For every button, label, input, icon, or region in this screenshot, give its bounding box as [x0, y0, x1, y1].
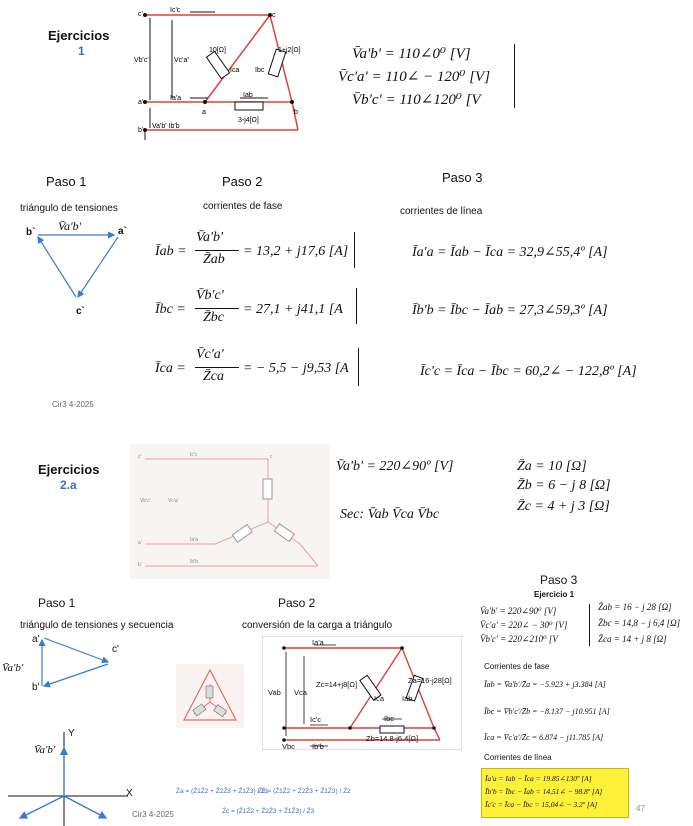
svg-text:c: c	[272, 12, 276, 19]
s2-step2-subtitle: conversión de la carga a triángulo	[242, 620, 393, 631]
tri1-vec: V̄a'b'	[58, 219, 82, 233]
formula-za: Z̄a = (Z̄1Z̄2 + Z̄2Z̄3 + Z̄1Z̄3) / Z̄1	[176, 788, 269, 795]
svg-text:Iab: Iab	[243, 92, 253, 99]
s3-v-ca: V̄c'a' = 220∠ − 30⁰ [V]	[480, 620, 568, 630]
c3-za: Za=16-j28[Ω]	[408, 676, 452, 685]
slide2-number: 2.a	[60, 478, 77, 492]
svg-text:Ic'c: Ic'c	[170, 7, 181, 14]
s1-step1-subtitle: triángulo de tensiones	[20, 203, 118, 214]
phasor-axes	[8, 728, 138, 826]
c3-vca: Vca	[294, 688, 307, 697]
tri2-a: a'	[32, 634, 40, 645]
c3-vbc: Vbc	[282, 742, 295, 751]
svg-text:c': c'	[138, 11, 143, 18]
brace-iab	[352, 232, 355, 268]
s2-voltage: V̄a'b' = 220∠90º [V]	[336, 459, 454, 474]
c3-iaa: Ia'a	[312, 638, 324, 647]
imp-b: Z̄b = 6 − j 8 [Ω]	[517, 478, 611, 493]
tri1-a: a`	[118, 226, 127, 237]
tri2-c: c'	[112, 644, 119, 655]
svg-text:Vb'c': Vb'c'	[140, 498, 151, 504]
svg-text:Ibc: Ibc	[255, 67, 265, 74]
axis-y: Y	[68, 728, 75, 739]
eq-icc: Īc'c = Īca − Ībc = 60,2∠ − 122,8º [A]	[420, 364, 637, 379]
s3-brace	[588, 604, 590, 646]
formula-zb: Z̄b = (Z̄1Z̄2 + Z̄2Z̄3 + Z̄1Z̄3) / Z̄2	[258, 788, 351, 795]
s3-z-ca: Z̄ca = 14 + j 8 [Ω]	[598, 634, 667, 644]
svg-text:Ib'b: Ib'b	[190, 559, 198, 565]
c3-iab: Iab	[402, 694, 413, 703]
s1-step3-title: Paso 3	[442, 170, 483, 185]
brace-ibc	[354, 288, 357, 324]
eq-iaa: Īa'a = Īab − Īca = 32,9∠55,4º [A]	[412, 245, 608, 260]
c3-zc: Zc=14+j8[Ω]	[316, 680, 358, 689]
s2-step2-title: Paso 2	[278, 596, 316, 610]
svg-text:c: c	[270, 454, 273, 460]
s1-step2-title: Paso 2	[222, 174, 263, 189]
tri2-vec: V̄a'b'	[2, 662, 24, 674]
tri2-b: b'	[32, 682, 40, 693]
tri1-b: b`	[26, 227, 36, 238]
svg-text:b': b'	[138, 562, 142, 568]
eq-iab: Īab = V̄a'b' Z̄ab = 13,2 + j17,6 [A]	[155, 230, 349, 267]
axis-vec: V̄a'b'	[34, 744, 56, 756]
s1-step3-subtitle: corrientes de línea	[400, 206, 483, 217]
voltage-brace	[512, 44, 515, 108]
slide2-title: Ejercicios	[38, 462, 100, 477]
svg-text:a': a'	[138, 540, 142, 546]
eq-ica: Īca = V̄c'a' Z̄ca = − 5,5 − j9,53 [A	[155, 347, 349, 384]
svg-text:10[Ω]: 10[Ω]	[209, 47, 226, 54]
c3-ica: Ica	[374, 694, 385, 703]
formula-zc: Z̄c = (Z̄1Z̄2 + Z̄2Z̄3 + Z̄1Z̄3) / Z̄3	[222, 808, 315, 815]
page-number: 47	[636, 804, 645, 813]
phase-iab: Īab = V̄a'b'/Z̄a = −5.923 + j3.384 [A]	[484, 680, 606, 689]
svg-text:b: b	[294, 109, 298, 116]
axis-x: X	[126, 788, 133, 799]
c3-icc: Ic'c	[310, 715, 322, 724]
svg-text:Ica: Ica	[230, 67, 240, 74]
voltage-triangle-1	[20, 215, 150, 315]
imp-c: Z̄c = 4 + j 3 [Ω]	[517, 499, 610, 514]
s1-step1-title: Paso 1	[46, 174, 87, 189]
c3-zb: Zb=14.8-j6.4[Ω]	[366, 734, 419, 743]
voltage-ab: V̄a'b' = 110∠0⁰ [V]	[352, 46, 471, 62]
imp-a: Z̄a = 10 [Ω]	[517, 459, 587, 474]
footer-2: Cir3 4-2025	[132, 810, 174, 819]
circuit-3-diagram	[262, 636, 462, 750]
brace-ica	[356, 348, 359, 386]
line-currents-box	[481, 768, 629, 818]
svg-text:b': b'	[138, 127, 144, 134]
s3-z-ab: Z̄ab = 16 − j 28 [Ω]	[598, 602, 672, 612]
c3-vab: Vab	[268, 688, 281, 697]
circuit-1-diagram	[120, 0, 320, 150]
eq-ibc: Ībc = V̄b'c' Z̄bc = 27,1 + j41,1 [A	[155, 288, 343, 325]
s2-step1-title: Paso 1	[38, 596, 76, 610]
svg-text:a': a'	[138, 99, 144, 106]
svg-text:3-j4[Ω]: 3-j4[Ω]	[238, 117, 259, 124]
svg-text:Ia'a: Ia'a	[170, 95, 182, 102]
s2-step3-title: Paso 3	[540, 573, 578, 587]
footer-1: Cir3 4-2025	[52, 400, 94, 409]
svg-text:a: a	[202, 109, 206, 116]
phase-ica: Īca = V̄c'a'/Z̄c = 6.874 − j11.785 [A]	[484, 733, 604, 742]
circuit-2-diagram	[130, 444, 330, 579]
star-delta-thumb	[176, 664, 244, 728]
line-icc: Īc'c = Īca − Ībc = 15,04∠ − 3.2º [A]	[485, 800, 598, 809]
s2-step1-subtitle: triángulo de tensiones y secuencia	[20, 620, 174, 631]
c3-ibc: Ibc	[384, 714, 395, 723]
slide1-title: Ejercicios	[48, 28, 110, 43]
tri1-c: c`	[76, 306, 85, 317]
s3-v-bc: V̄b'c' = 220∠210⁰ [V	[480, 634, 558, 644]
eq-ibb: Īb'b = Ībc − Īab = 27,3∠59,3º [A]	[412, 303, 608, 318]
line-ibb: Īb'b = Ībc − Īab = 14,51∠ − 98.8º [A]	[485, 787, 603, 796]
svg-text:Vb'c': Vb'c'	[134, 57, 149, 64]
s1-step2-subtitle: corrientes de fase	[203, 201, 283, 212]
svg-text:1+j2[Ω]: 1+j2[Ω]	[278, 47, 301, 54]
s3-z-bc: Z̄bc = 14,8 − j 6,4 [Ω]	[598, 618, 681, 628]
svg-text:Vc'a': Vc'a'	[168, 498, 179, 504]
svg-text:Ia'a: Ia'a	[190, 537, 198, 543]
s2-step3-subtitle: Ejercicio 1	[534, 590, 575, 599]
s2-sequence: Sec: V̄ab V̄ca V̄bc	[340, 507, 440, 522]
voltage-bc: V̄b'c' = 110∠120⁰ [V	[352, 92, 481, 108]
svg-text:c': c'	[138, 454, 142, 460]
c3-ibb: Ib'b	[312, 742, 324, 751]
s3-v-ab: V̄a'b' = 220∠90⁰ [V]	[480, 606, 557, 616]
svg-text:Vc'a': Vc'a'	[174, 57, 189, 64]
phase-title: Corrientes de fase	[484, 662, 550, 671]
svg-text:Ic'c: Ic'c	[190, 452, 198, 458]
svg-text:Va'b' Ib'b: Va'b' Ib'b	[152, 123, 180, 130]
phase-ibc: Ībc = V̄b'c'/Z̄b = −8.137 − j10.951 [A]	[484, 707, 610, 716]
line-iaa: Īa'a = Iab − Īca = 19.85∠130º [A]	[485, 774, 592, 783]
slide1-number: 1	[78, 44, 85, 58]
voltage-ca: V̄c'a' = 110∠ − 120⁰ [V]	[338, 69, 491, 85]
line-title: Corrientes de línea	[484, 753, 552, 762]
